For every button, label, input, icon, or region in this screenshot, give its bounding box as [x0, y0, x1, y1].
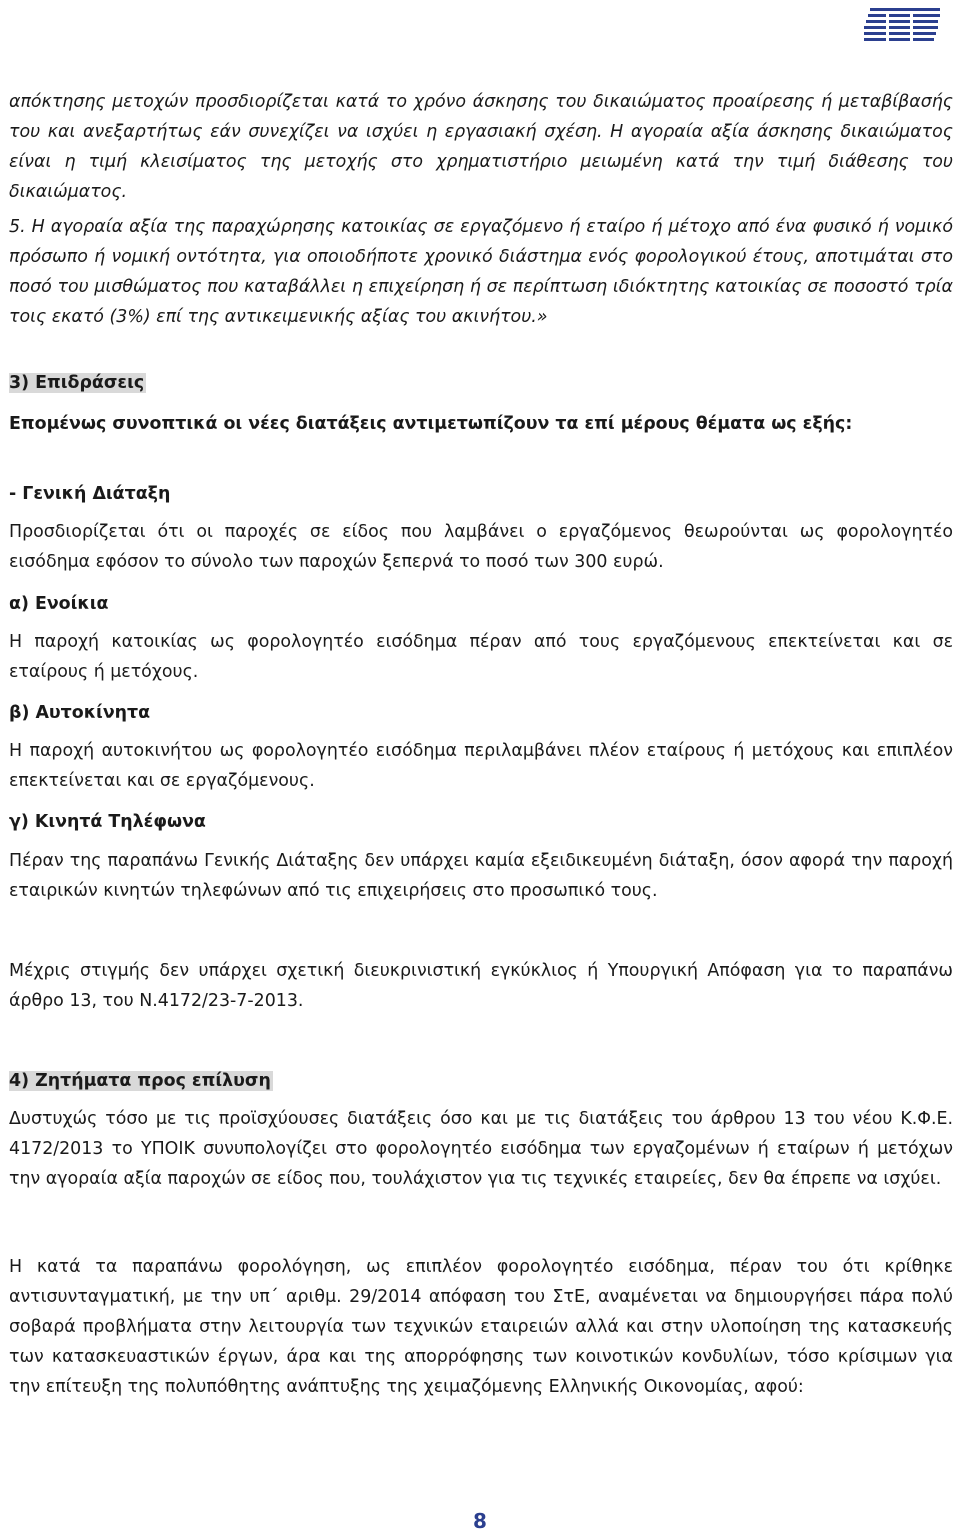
- general-provision-paragraph: Προσδιορίζεται ότι οι παροχές σε είδος που λαμβάνει ο εργαζόμενος θεωρούνται ως φορολογητέο εισόδημα εφόσον το σύνολο των παροχών ξεπερνά το ποσό των 300 ευρώ.: [9, 522, 953, 572]
- rent-paragraph: Η παροχή κατοικίας ως φορολογητέο εισόδημα πέραν από τους εργαζόμενους επεκτείνεται και σε εταίρους ή μετόχους.: [9, 632, 953, 682]
- section-4-heading-text: 4) Ζητήματα προς επίλυση: [9, 1071, 271, 1091]
- rent-heading: α) Ενοίκια: [9, 594, 109, 614]
- general-provision-heading: - Γενική Διάταξη: [9, 484, 171, 504]
- section-4-heading: [9, 1067, 273, 1095]
- cars-heading: β) Αυτοκίνητα: [9, 703, 151, 723]
- mobile-phones-paragraph: Πέραν της παραπάνω Γενικής Διάταξης δεν υπάρχει καμία εξειδικευμένη διάταξη, όσον αφορά την παροχή εταιρικών κινητών τηλεφώνων από τις επιχειρήσεις στο προσωπικό τους.: [9, 851, 953, 901]
- point-5-paragraph: 5. Η αγοραία αξία της παραχώρησης κατοικίας σε εργαζόμενο ή εταίρο ή μέτοχο από ένα φυσικό ή νομικό πρόσωπο ή νομική οντότητα, για οποιοδήποτε χρονικό διάστημα ενός φορολογικού έτους, αποτιμάται στο ποσό του μισθώματος που καταβάλλει η επιχείρηση ή σε περίπτωση ιδιόκτητης κατοικίας σε ποσοστό τρία τοις εκατό (3%) επί της αντικειμενικής αξίας του ακινήτου.»: [9, 217, 953, 327]
- final-paragraph: Η κατά τα παραπάνω φορολόγηση, ως επιπλέον φορολογητέο εισόδημα, πέραν του ότι κρίθηκε αντισυνταγματική, με την υπ΄ αριθμ. 29/2014 απόφαση του ΣτΕ, αναμένεται να δημιουργήσει πάρα πολύ σοβαρά προβλήματα στην λειτουργία των τεχνικών εταιρειών αλλά και στην υλοποίηση της κατασκευής των κατασκευαστικών έργων, άρα και της απορρόφησης των κοινοτικών κονδυλίων, τόσο κρίσιμων για την επίτευξη της πολυπόθητης ανάπτυξης της χειμαζόμενης Ελληνικής Οικονομίας, αφού:: [9, 1257, 953, 1397]
- cars-paragraph: Η παροχή αυτοκινήτου ως φορολογητέο εισόδημα περιλαμβάνει πλέον εταίρους ή μετόχους και επιπλέον επεκτείνεται και σε εργαζόμενους.: [9, 741, 953, 791]
- issues-paragraph: Δυστυχώς τόσο με τις προϊσχύουσες διατάξεις όσο και με τις διατάξεις του άρθρου 13 του νέου Κ.Φ.Ε. 4172/2013 το ΥΠΟΙΚ συνυπολογίζει στο φορολογητέο εισόδημα των εργαζομένων ή εταίρων ή μετόχων την αγοραία αξία παροχών σε είδος που, τουλάχιστον για τις τεχνικές εταιρείες, δεν θα έπρεπε να ισχύει.: [9, 1109, 953, 1189]
- section-3-heading-text: 3) Επιδράσεις: [9, 373, 145, 393]
- circular-paragraph: Μέχρις στιγμής δεν υπάρχει σχετική διευκρινιστική εγκύκλιος ή Υπουργική Απόφαση για το παραπάνω άρθρο 13, του Ν.4172/23-7-2013.: [9, 961, 953, 1011]
- summary-paragraph: Επομένως συνοπτικά οι νέες διατάξεις αντιμετωπίζουν τα επί μέρους θέματα ως εξής:: [9, 414, 853, 434]
- intro-paragraph: απόκτησης μετοχών προσδιορίζεται κατά το χρόνο άσκησης του δικαιώματος προαίρεσης ή μεταβίβασής του και ανεξαρτήτως εάν συνεχίζει να ισχύει η εργασιακή σχέση. Η αγοραία αξία άσκησης δικαιώματος είναι η τιμή κλεισίματος της μετοχής στο χρηματιστήριο μειωμένη κατά την τιμή διάθεσης του δικαιώματος.: [9, 92, 953, 202]
- mobile-phones-heading: γ) Κινητά Τηλέφωνα: [9, 812, 206, 832]
- page-number: 8: [473, 1509, 487, 1533]
- section-3-heading: [9, 369, 146, 397]
- company-logo: [864, 6, 944, 44]
